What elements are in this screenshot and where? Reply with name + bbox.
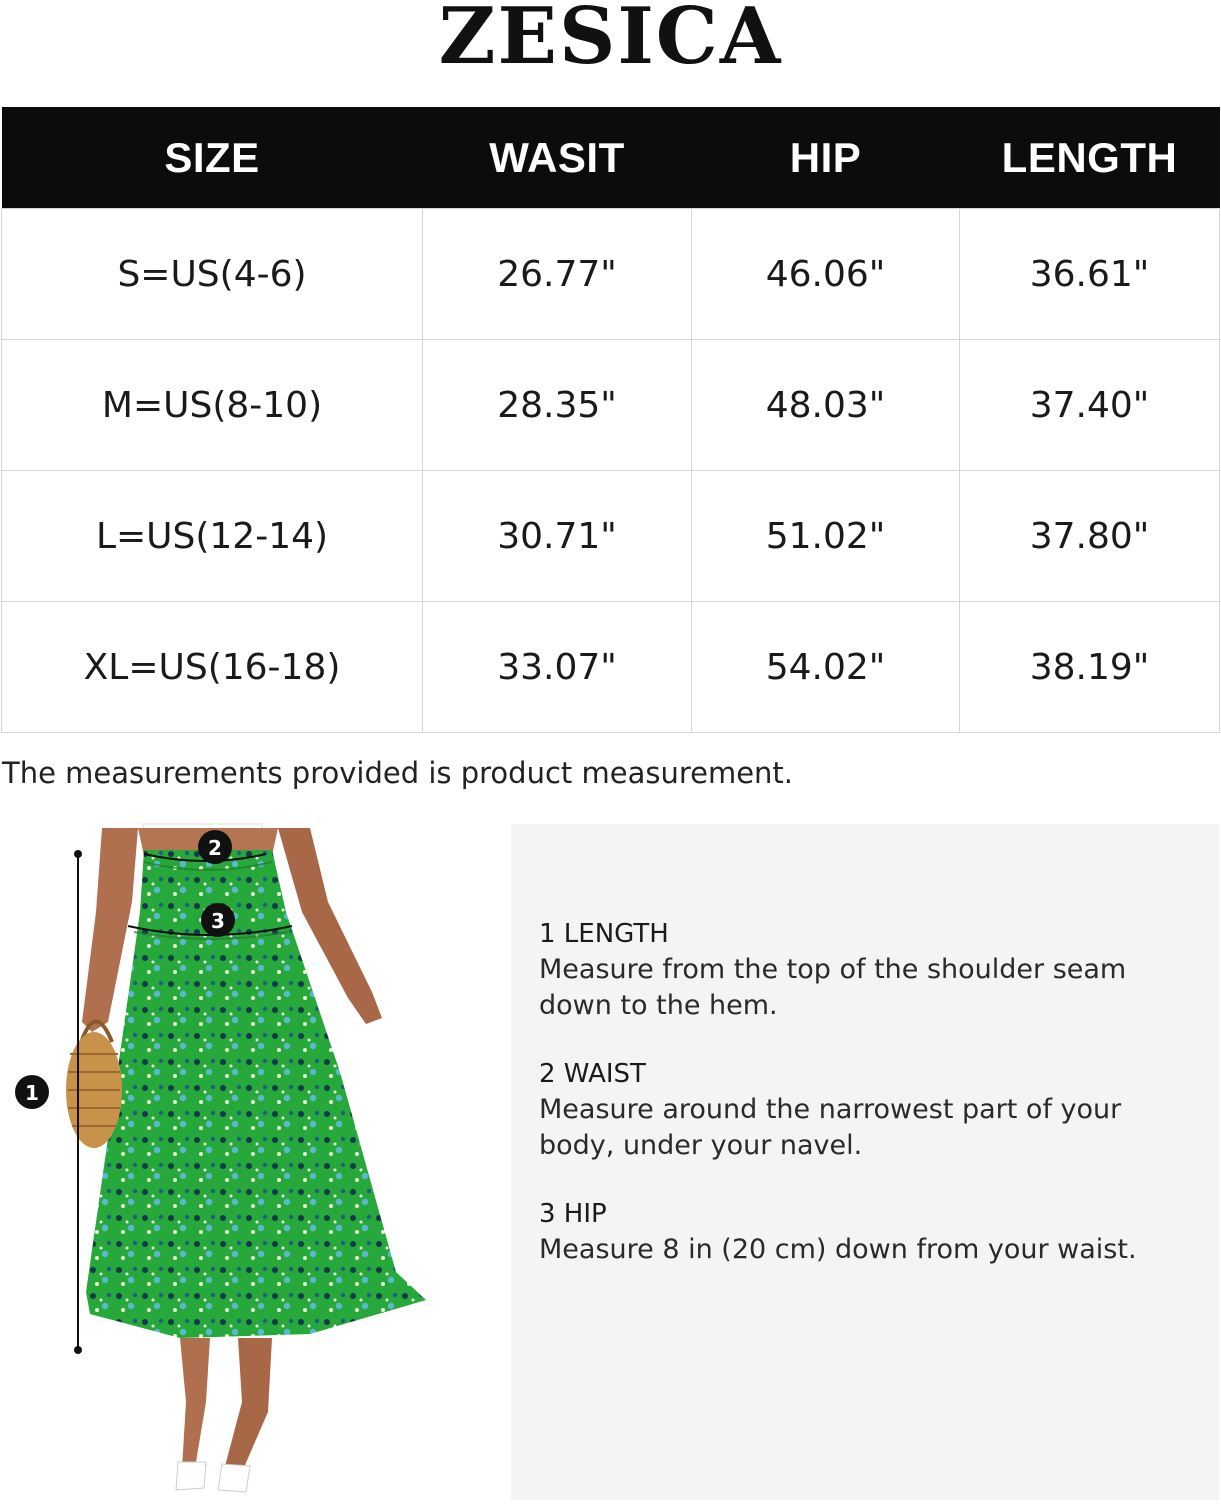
instruction-length (539, 916, 1179, 1024)
marker-1 (15, 1075, 49, 1109)
length-cell: 38.19" (960, 602, 1220, 733)
hip-cell: 48.03" (692, 340, 960, 471)
instruction-title: 3 HIP (539, 1199, 607, 1229)
table-row (2, 209, 1220, 340)
size-chart-table (1, 107, 1220, 733)
header-hip: HIP (692, 107, 960, 209)
size-cell: S=US(4-6) (2, 209, 423, 340)
marker-3 (201, 903, 235, 937)
marker-2-label: 2 (208, 836, 222, 860)
length-cell: 37.40" (960, 340, 1220, 471)
instruction-waist (539, 1056, 1179, 1164)
hip-cell: 46.06" (692, 209, 960, 340)
table-row (2, 340, 1220, 471)
table-row (2, 471, 1220, 602)
instruction-description: Measure 8 in (20 cm) down from your waist. (539, 1234, 1137, 1265)
brand-logo: ZESICA (438, 0, 783, 82)
header-length: LENGTH (960, 107, 1220, 209)
size-cell: L=US(12-14) (2, 471, 423, 602)
waist-cell: 33.07" (423, 602, 692, 733)
table-row (2, 602, 1220, 733)
header-waist: WASIT (423, 107, 692, 209)
length-cell: 37.80" (960, 471, 1220, 602)
instruction-hip (539, 1196, 1179, 1268)
marker-2 (198, 830, 232, 864)
instruction-title: 2 WAIST (539, 1059, 646, 1089)
marker-3-label: 3 (211, 909, 225, 933)
hip-cell: 54.02" (692, 602, 960, 733)
waist-cell: 30.71" (423, 471, 692, 602)
waist-cell: 28.35" (423, 340, 692, 471)
measurement-instructions-panel (511, 824, 1219, 1500)
instruction-title: 1 LENGTH (539, 919, 669, 949)
instruction-description: Measure from the top of the shoulder seam down to the hem. (539, 954, 1127, 1021)
header-size: SIZE (2, 107, 423, 209)
instruction-description: Measure around the narrowest part of your body, under your navel. (539, 1094, 1122, 1161)
waist-cell: 26.77" (423, 209, 692, 340)
skirt-measurement-figure (10, 822, 480, 1500)
marker-1-label: 1 (25, 1081, 39, 1105)
length-cell: 36.61" (960, 209, 1220, 340)
skirt-illustration (10, 822, 480, 1500)
size-cell: XL=US(16-18) (2, 602, 423, 733)
table-header-row (2, 107, 1220, 209)
size-cell: M=US(8-10) (2, 340, 423, 471)
hip-cell: 51.02" (692, 471, 960, 602)
measurement-note: The measurements provided is product measurement. (2, 756, 794, 790)
